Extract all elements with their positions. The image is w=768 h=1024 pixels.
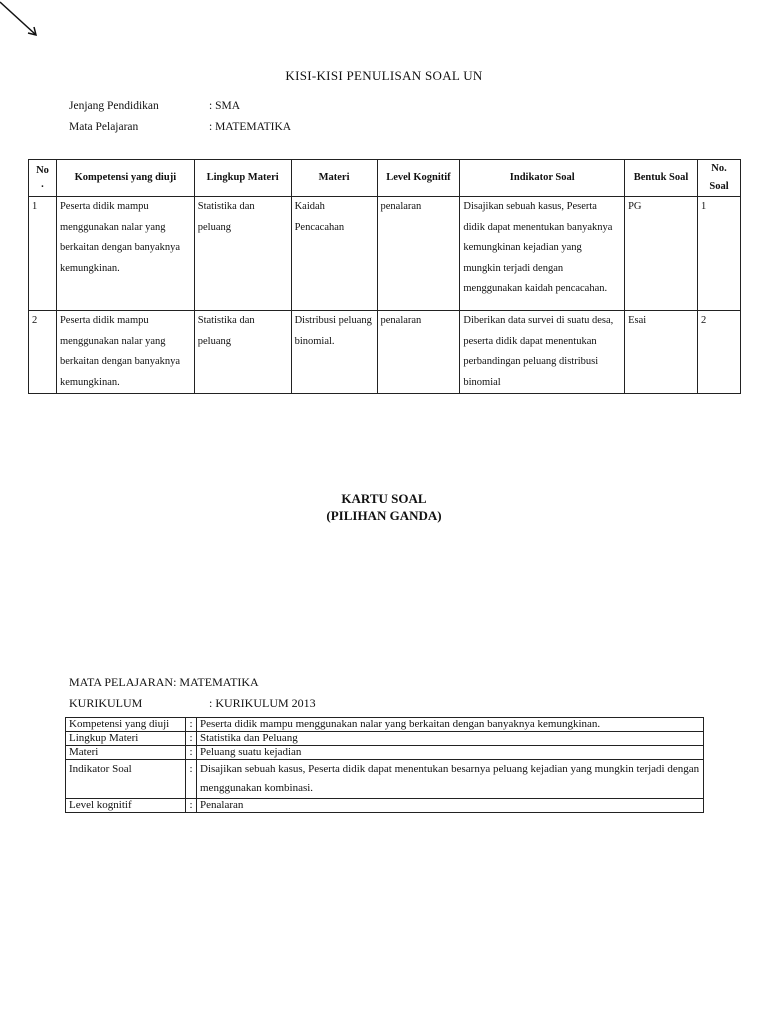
meta-label: Mata Pelajaran bbox=[69, 121, 139, 133]
cell-materi: Kaidah Pencacahan bbox=[291, 197, 377, 311]
table-row bbox=[66, 760, 704, 799]
corner-arrow-icon bbox=[0, 0, 40, 40]
document-title: KISI-KISI PENULISAN SOAL UN bbox=[285, 68, 483, 83]
cell-no-soal: 2 bbox=[697, 311, 740, 394]
kartu-value: Disajikan sebuah kasus, Peserta didik dapat menentukan besarnya peluang kejadian yang mungkin terjadi dengan menggunakan kombinasi. bbox=[197, 760, 704, 799]
kartu-value: Penalaran bbox=[197, 799, 704, 813]
table-header-row bbox=[29, 160, 741, 197]
kartu-label: Lingkup Materi bbox=[66, 732, 186, 746]
kartu-separator: : bbox=[186, 799, 197, 813]
cell-kompetensi: Peserta didik mampu menggunakan nalar yang berkaitan dengan banyaknya kemungkinan. bbox=[56, 197, 194, 311]
header-lingkup: Lingkup Materi bbox=[194, 160, 291, 197]
kartu-meta-mapel bbox=[69, 675, 259, 690]
kartu-separator: : bbox=[186, 760, 197, 799]
kartu-meta-kurikulum bbox=[69, 696, 316, 711]
kartu-value: Peluang suatu kejadian bbox=[197, 746, 704, 760]
cell-no: 1 bbox=[29, 197, 57, 311]
kartu-value: Statistika dan Peluang bbox=[197, 732, 704, 746]
table-row bbox=[66, 718, 704, 732]
cell-materi: Distribusi peluang binomial. bbox=[291, 311, 377, 394]
table-row bbox=[29, 311, 741, 394]
table-row bbox=[29, 197, 741, 311]
kisi-table bbox=[28, 159, 741, 394]
cell-level: penalaran bbox=[377, 197, 460, 311]
kartu-meta-label: KURIKULUM bbox=[69, 696, 143, 710]
cell-no-soal: 1 bbox=[697, 197, 740, 311]
table-row bbox=[66, 799, 704, 813]
kartu-label: Indikator Soal bbox=[66, 760, 186, 799]
header-materi: Materi bbox=[291, 160, 377, 197]
cell-bentuk: PG bbox=[625, 197, 698, 311]
kartu-separator: : bbox=[186, 746, 197, 760]
header-indikator: Indikator Soal bbox=[460, 160, 625, 197]
kartu-meta-value: : MATEMATIKA bbox=[173, 675, 259, 689]
meta-value: : MATEMATIKA bbox=[209, 121, 292, 133]
header-level: Level Kognitif bbox=[377, 160, 460, 197]
kartu-separator: : bbox=[186, 732, 197, 746]
kartu-meta-value: : KURIKULUM 2013 bbox=[209, 696, 316, 710]
cell-lingkup: Statistika dan peluang bbox=[194, 311, 291, 394]
kartu-meta-label: MATA PELAJARAN bbox=[69, 675, 174, 689]
kartu-value: Peserta didik mampu menggunakan nalar yang berkaitan dengan banyaknya kemungkinan. bbox=[197, 718, 704, 732]
header-kompetensi: Kompetensi yang diuji bbox=[56, 160, 194, 197]
meta-value: : SMA bbox=[209, 100, 240, 112]
cell-bentuk: Esai bbox=[625, 311, 698, 394]
cell-lingkup: Statistika dan peluang bbox=[194, 197, 291, 311]
table-row bbox=[66, 732, 704, 746]
kartu-title: KARTU SOAL bbox=[341, 491, 427, 506]
kartu-label: Level kognitif bbox=[66, 799, 186, 813]
kartu-table bbox=[65, 717, 704, 813]
cell-indikator: Diberikan data survei di suatu desa, peserta didik dapat menentukan perbandingan peluang distribusi binomial bbox=[460, 311, 625, 394]
kartu-separator: : bbox=[186, 718, 197, 732]
cell-no: 2 bbox=[29, 311, 57, 394]
kartu-label: Materi bbox=[66, 746, 186, 760]
cell-level: penalaran bbox=[377, 311, 460, 394]
meta-row-jenjang bbox=[69, 100, 240, 112]
header-bentuk: Bentuk Soal bbox=[625, 160, 698, 197]
meta-row-mapel bbox=[69, 121, 291, 133]
kartu-label: Kompetensi yang diuji bbox=[66, 718, 186, 732]
header-no: No . bbox=[29, 160, 57, 197]
header-no-soal: No. Soal bbox=[697, 160, 740, 197]
kartu-subtitle: (PILIHAN GANDA) bbox=[326, 508, 442, 523]
meta-label: Jenjang Pendidikan bbox=[69, 100, 159, 112]
cell-kompetensi: Peserta didik mampu menggunakan nalar yang berkaitan dengan banyaknya kemungkinan. bbox=[56, 311, 194, 394]
cell-indikator: Disajikan sebuah kasus, Peserta didik dapat menentukan banyaknya kemungkinan kejadian yang mungkin terjadi dengan menggunakan kaidah pencacahan. bbox=[460, 197, 625, 311]
table-row bbox=[66, 746, 704, 760]
